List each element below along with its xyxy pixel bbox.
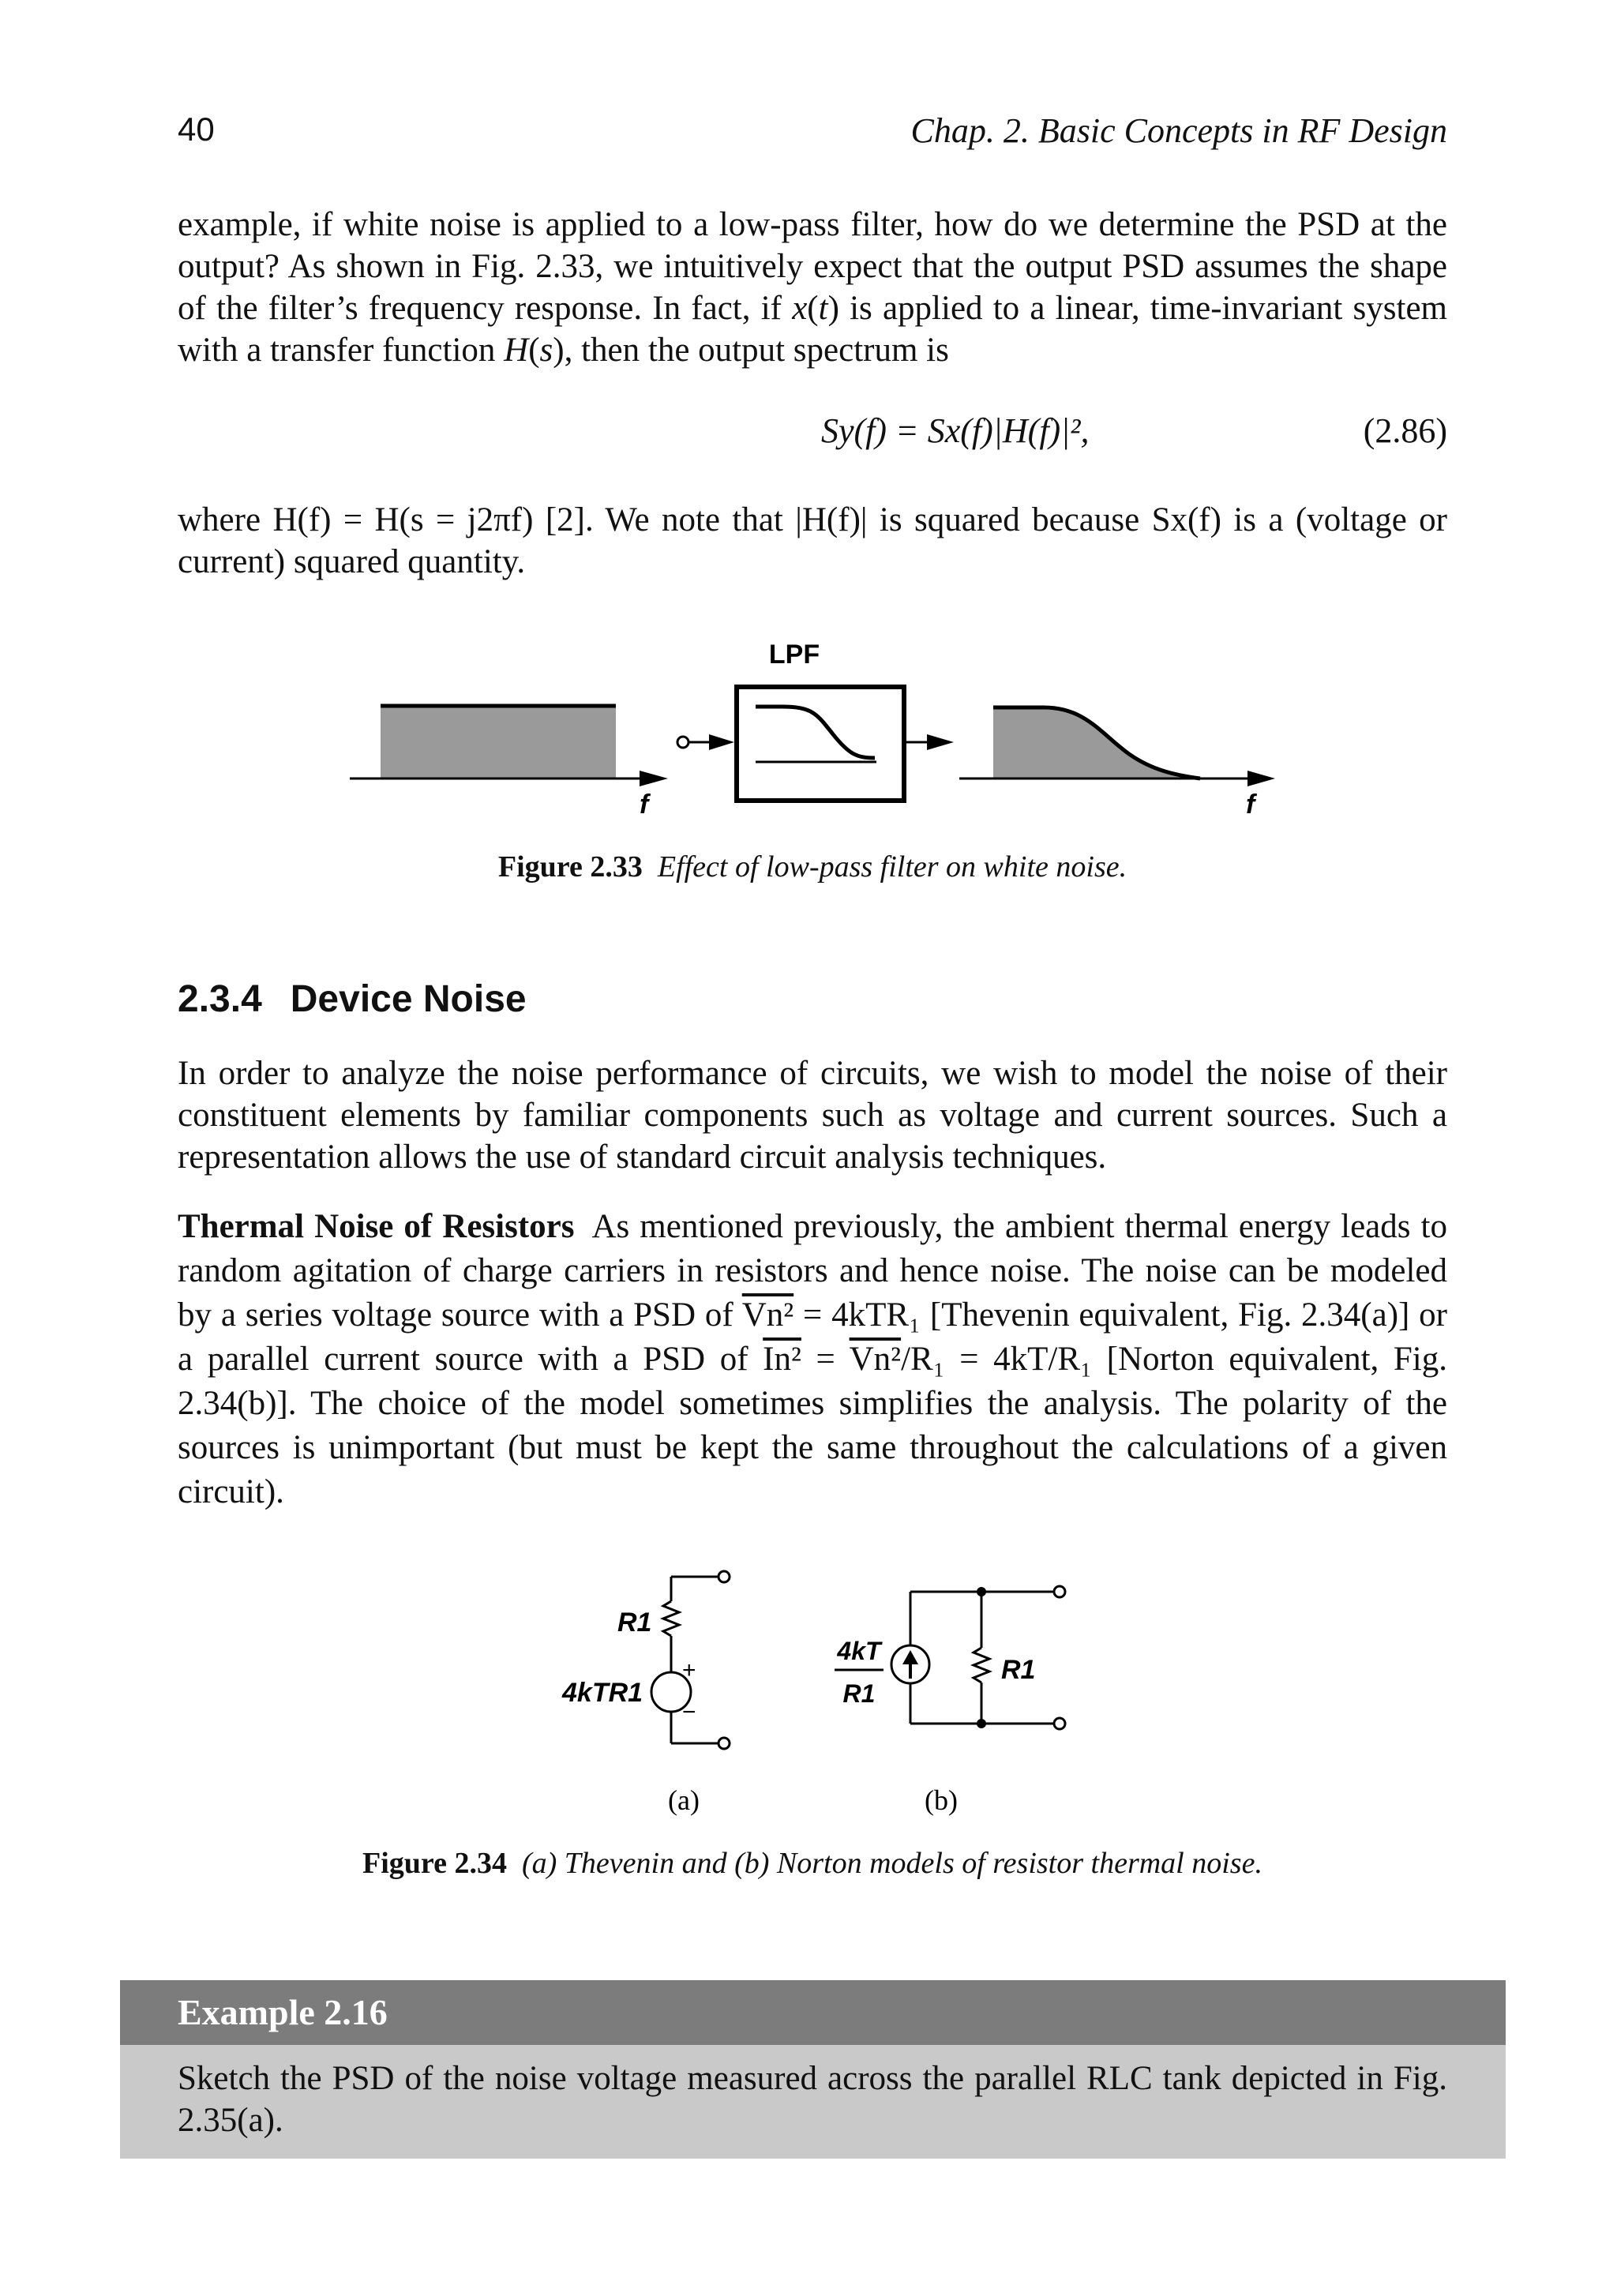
paragraph-thermal-noise: Thermal Noise of Resistors As mentioned previously, the ambient thermal energy leads to random agitation of charge carriers in resistors and hence noise. The noise can be modeled by a series voltage source with a PSD of Vn² = 4kTR₁ [Thevenin equivalent, Fig. 2.34(a)] or a parallel current source with a PSD of In² = Vn²/R₁ = 4kT/R₁ [Norton equivalent, Fig. 2.34(b)]. The choice of the model sometimes simplifies the analysis. The polarity of the sources is unimportant (but must be kept the same throughout the calculations of a given circuit). — [178, 1208, 1448, 1510]
output-arrowhead — [927, 734, 954, 750]
source-b-numerator: 4kT — [837, 1637, 881, 1665]
run-in-heading: Thermal Noise of Resistors — [178, 1208, 575, 1245]
output-axis-arrowhead — [1247, 771, 1275, 786]
paragraph-squared-quantity: where H(f) = H(s = j2πf) [2]. We note that |H(f)| is squared because Sx(f) is a (voltage or current) squared quantity. — [178, 501, 1447, 580]
figure-2-34-caption: Figure 2.34 (a) Thevenin and (b) Norton models of resistor thermal noise. — [362, 1847, 1262, 1880]
source-b-denominator: R1 — [842, 1679, 876, 1708]
subfigure-a-label: (a) — [668, 1784, 700, 1816]
equation-body: Sy(f) = Sx(f)|H(f)|², — [821, 411, 1090, 450]
terminal-b-bottom — [1054, 1718, 1065, 1729]
chapter-title: Chap. 2. Basic Concepts in RF Design — [910, 111, 1447, 150]
plus-sign: + — [682, 1657, 696, 1683]
section-heading — [178, 977, 555, 1021]
terminal-a-bottom — [718, 1738, 730, 1749]
input-axis-label: f — [640, 790, 649, 820]
page-number: 40 — [178, 111, 215, 148]
input-axis-arrowhead — [640, 771, 668, 786]
output-psd-fill — [993, 707, 1200, 778]
minus-sign: − — [682, 1699, 696, 1725]
norton-model — [835, 1586, 1065, 1729]
output-axis-label: f — [1246, 790, 1255, 820]
equation-2-86 — [178, 411, 1447, 458]
example-title: Example 2.16 — [178, 1992, 388, 2032]
input-terminal — [677, 737, 688, 748]
source-a-label: 4kTR1 — [562, 1678, 643, 1708]
example-title-bar — [120, 1980, 1506, 2045]
section-title: Device Noise — [290, 978, 527, 1020]
paragraph-device-noise: In order to analyze the noise performance of circuits, we wish to model the noise of their constituent elements by familiar components such as voltage and current sources. Such a representation allows the use of standard circuit analysis techniques. — [178, 1055, 1447, 1176]
subfigure-b-label: (b) — [925, 1784, 958, 1816]
resistor-a — [663, 1601, 679, 1636]
input-psd-fill — [381, 706, 616, 778]
figure-2-34-diagram — [0, 1563, 1617, 1816]
equation-number: (2.86) — [1363, 411, 1447, 450]
lpf-block — [737, 687, 904, 801]
example-box — [120, 1980, 1506, 2159]
terminal-b-top — [1054, 1586, 1065, 1597]
resistor-b-label: R1 — [1001, 1655, 1036, 1685]
thevenin-model — [561, 1571, 730, 1749]
resistor-b — [974, 1648, 989, 1683]
running-head — [178, 111, 1447, 158]
input-arrowhead — [709, 734, 734, 750]
figure-2-33-diagram — [0, 616, 1617, 869]
resistor-a-label: R1 — [617, 1608, 652, 1638]
terminal-a-top — [718, 1571, 730, 1582]
section-number: 2.3.4 — [178, 978, 262, 1020]
lpf-label: LPF — [768, 640, 820, 670]
example-text: Sketch the PSD of the noise voltage measured across the parallel RLC tank depicted in Fig. 2.35(a). — [178, 2060, 1447, 2139]
paragraph-psd-filter: example, if white noise is applied to a low-pass filter, how do we determine the PSD at the output? As shown in Fig. 2.33, we intuitively expect that the output PSD assumes the shape of the filter’s frequency response. In fact, if x(t) is applied to a linear, time-invariant system with a transfer function H(s), then the output spectrum is — [178, 206, 1448, 369]
figure-2-33-caption: Figure 2.33 Effect of low-pass filter on white noise. — [497, 850, 1127, 884]
